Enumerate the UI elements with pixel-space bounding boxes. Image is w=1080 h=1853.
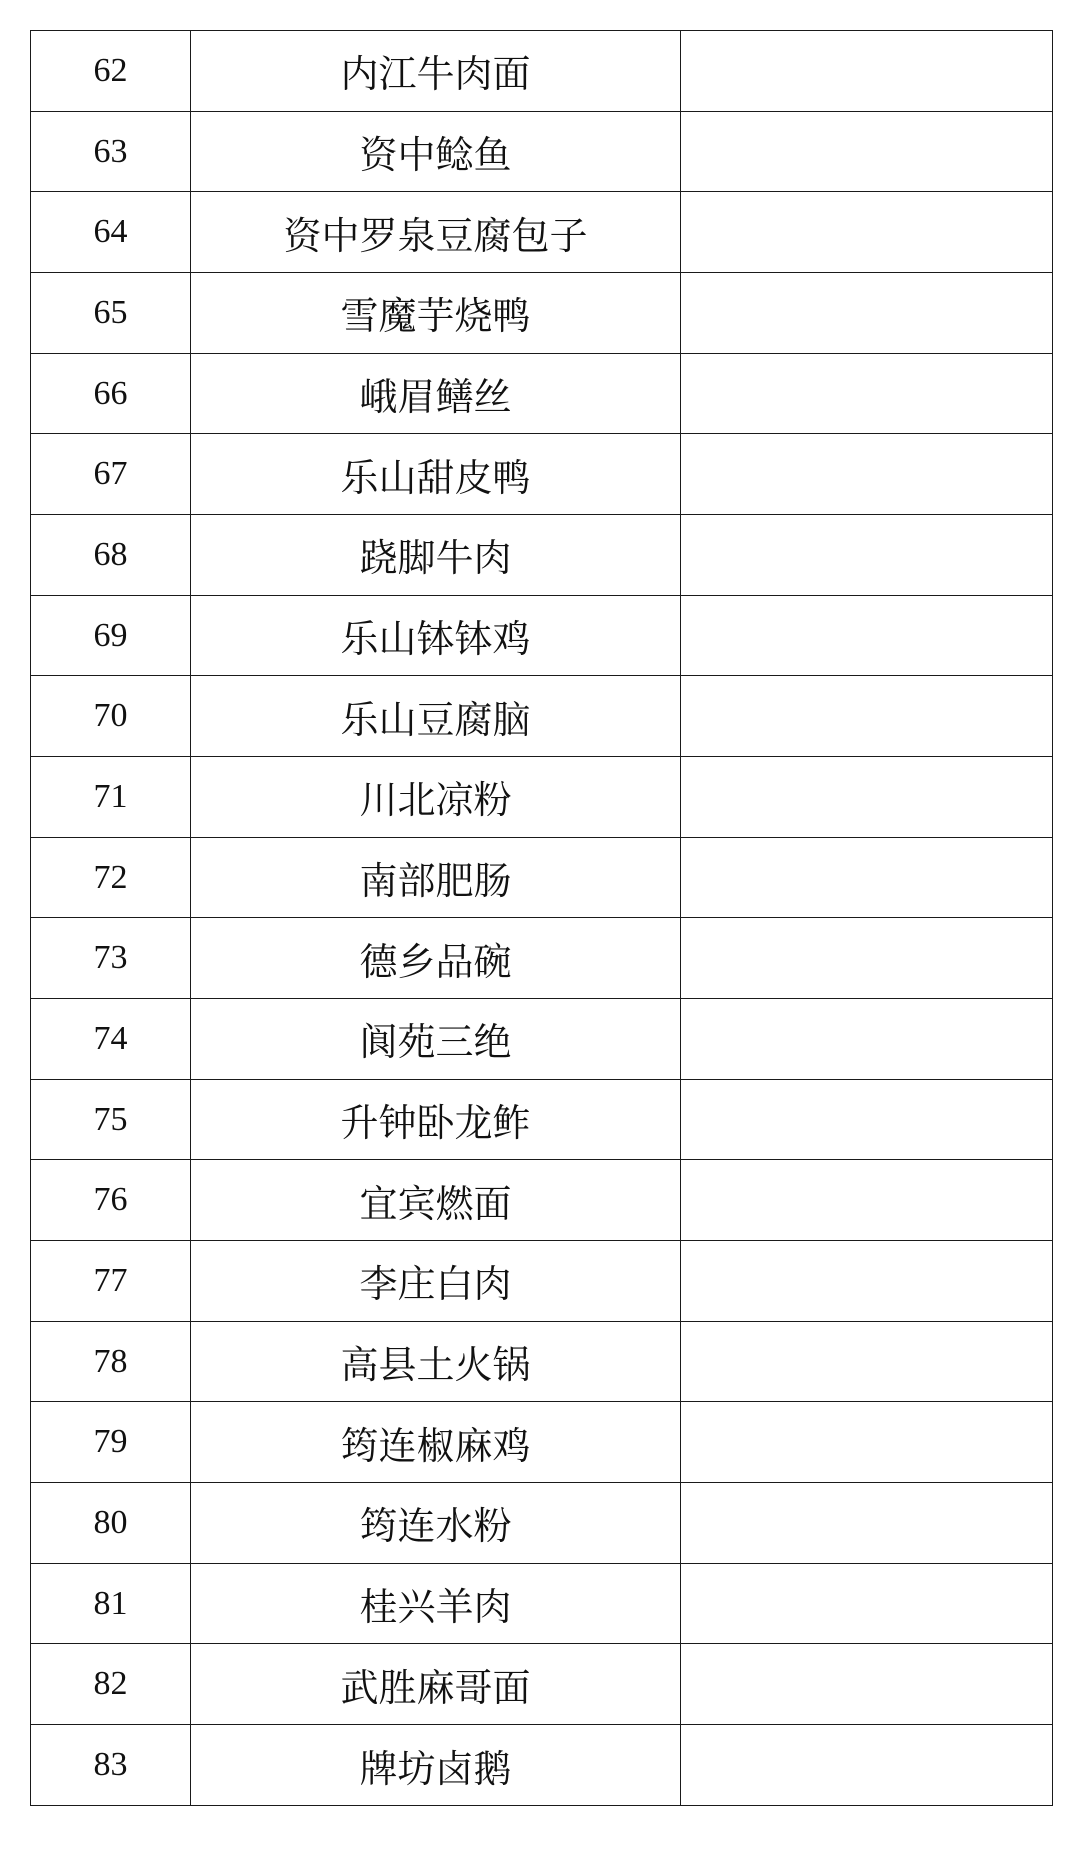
note-cell [681,1079,1053,1160]
dish-name: 阆苑三绝 [191,999,681,1080]
dish-table-body [31,31,1053,1806]
row-number: 65 [31,273,191,354]
dish-name: 筠连椒麻鸡 [191,1402,681,1483]
note-cell [681,31,1053,112]
row-number: 72 [31,837,191,918]
note-cell [681,192,1053,273]
table-row [31,757,1053,838]
table-row [31,918,1053,999]
dish-name: 德乡品碗 [191,918,681,999]
table-row [31,837,1053,918]
table-row [31,434,1053,515]
note-cell [681,1241,1053,1322]
dish-name: 升钟卧龙鲊 [191,1079,681,1160]
dish-name: 川北凉粉 [191,757,681,838]
table-row [31,1644,1053,1725]
note-cell [681,1725,1053,1806]
note-cell [681,1321,1053,1402]
table-row [31,1079,1053,1160]
dish-name: 乐山钵钵鸡 [191,595,681,676]
row-number: 78 [31,1321,191,1402]
row-number: 68 [31,515,191,596]
dish-name: 资中鲶鱼 [191,111,681,192]
table-row [31,515,1053,596]
row-number: 81 [31,1563,191,1644]
note-cell [681,1402,1053,1483]
row-number: 70 [31,676,191,757]
row-number: 80 [31,1483,191,1564]
row-number: 82 [31,1644,191,1725]
dish-name: 跷脚牛肉 [191,515,681,596]
dish-name: 筠连水粉 [191,1483,681,1564]
table-row [31,31,1053,112]
table-row [31,1483,1053,1564]
row-number: 66 [31,353,191,434]
table-row [31,273,1053,354]
row-number: 69 [31,595,191,676]
dish-name: 李庄白肉 [191,1241,681,1322]
table-row [31,1563,1053,1644]
row-number: 67 [31,434,191,515]
row-number: 77 [31,1241,191,1322]
note-cell [681,757,1053,838]
dish-table [30,30,1053,1806]
row-number: 64 [31,192,191,273]
dish-name: 宜宾燃面 [191,1160,681,1241]
table-row [31,676,1053,757]
row-number: 79 [31,1402,191,1483]
table-row [31,192,1053,273]
table-row [31,1160,1053,1241]
note-cell [681,999,1053,1080]
note-cell [681,595,1053,676]
note-cell [681,837,1053,918]
row-number: 74 [31,999,191,1080]
dish-name: 桂兴羊肉 [191,1563,681,1644]
dish-name: 内江牛肉面 [191,31,681,112]
note-cell [681,1644,1053,1725]
note-cell [681,676,1053,757]
note-cell [681,273,1053,354]
row-number: 73 [31,918,191,999]
row-number: 76 [31,1160,191,1241]
note-cell [681,111,1053,192]
row-number: 71 [31,757,191,838]
table-row [31,1402,1053,1483]
table-row [31,111,1053,192]
dish-name: 武胜麻哥面 [191,1644,681,1725]
dish-name: 南部肥肠 [191,837,681,918]
note-cell [681,353,1053,434]
dish-name: 峨眉鳝丝 [191,353,681,434]
dish-name: 雪魔芋烧鸭 [191,273,681,354]
dish-name: 乐山豆腐脑 [191,676,681,757]
dish-name: 资中罗泉豆腐包子 [191,192,681,273]
row-number: 75 [31,1079,191,1160]
note-cell [681,1563,1053,1644]
row-number: 83 [31,1725,191,1806]
row-number: 63 [31,111,191,192]
note-cell [681,918,1053,999]
table-row [31,1241,1053,1322]
dish-name: 高县土火锅 [191,1321,681,1402]
table-row [31,1725,1053,1806]
note-cell [681,515,1053,596]
note-cell [681,434,1053,515]
row-number: 62 [31,31,191,112]
dish-name: 乐山甜皮鸭 [191,434,681,515]
table-row [31,353,1053,434]
table-row [31,999,1053,1080]
note-cell [681,1483,1053,1564]
table-row [31,595,1053,676]
dish-name: 牌坊卤鹅 [191,1725,681,1806]
note-cell [681,1160,1053,1241]
table-row [31,1321,1053,1402]
